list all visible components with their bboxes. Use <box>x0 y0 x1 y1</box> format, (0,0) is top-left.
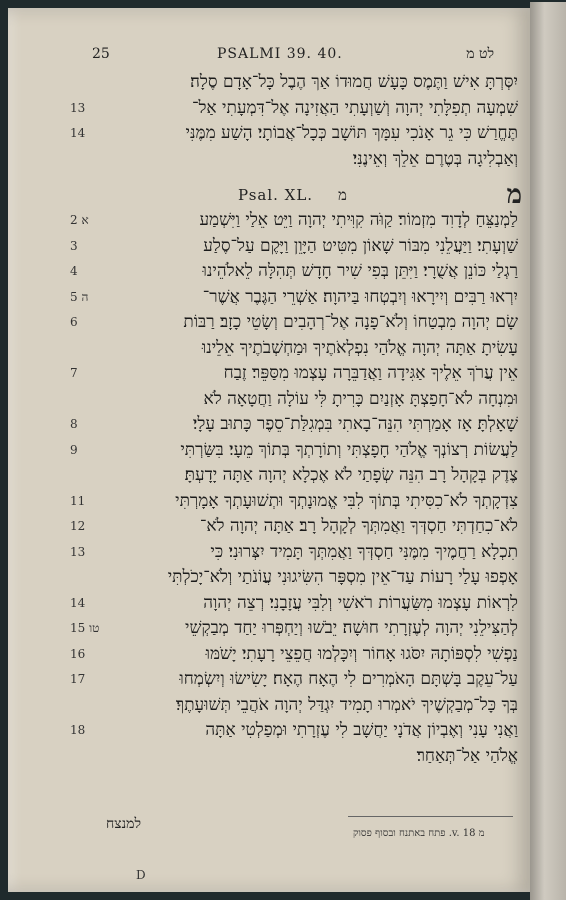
text-line <box>70 718 518 744</box>
verse-number: 13 <box>70 100 86 115</box>
text-line <box>70 361 518 387</box>
text-line <box>88 336 518 362</box>
catchword: למנצח <box>106 816 142 832</box>
verse-number: 17 <box>70 672 86 686</box>
text-line <box>70 121 518 147</box>
line-text: לַעֲשׂוֹת רְצוֹנְךָ אֱלֹהַי חָפָצְתִּי וְתוֹרָתְךָ בְּתוֹךְ מֵעָי׃ בִּשַּׂרְתִּי <box>180 439 518 460</box>
text-line <box>70 234 518 260</box>
verse-number: 7 <box>70 366 78 380</box>
line-text: נַפְשִׁי לִסְפּוֹתָהּ יִסֹּגוּ אָחוֹר וְיִכָּלְמוּ חֲפֵצֵי רָעָתִי׃ יָשֹׁמּוּ <box>205 643 518 664</box>
line-text: לִרְאוֹת עָצְמוּ מִשַּׂעֲרוֹת רֹאשִׁי וְלִבִּי עֲזָבָנִי׃ רְצֵה יְהוָה <box>203 592 518 613</box>
signature-mark: D <box>136 868 146 882</box>
line-text: צֶדֶק בְּקָהָל רָב הִנֵּה שְׂפָתַי לֹא אֶכְלָא יְהוָה אַתָּה יָדָעְתָּ׃ <box>184 465 518 485</box>
footnote: מ v. 18. פתח באתנח ובסוף פסוק <box>353 828 485 839</box>
line-text: תֶּחֱרַשׁ כִּי גֵר אָנֹכִי עִמָּךְ תּוֹשָׁב כְּכָל־אֲבוֹתָי׃ הָשַׁע מִמֶּנִּי <box>185 123 518 143</box>
line-text: בְּךָ כָּל־מְבַקְשֶׁיךָ יֹאמְרוּ תָמִיד יִגְדַּל יְהוָה אֹהֲבֵי תְּשׁוּעָתֶךָ׃ <box>175 694 518 715</box>
psalm-large-initial: מ <box>506 180 522 210</box>
psalm-40-heading <box>88 180 522 210</box>
text-line <box>70 489 518 515</box>
line-text: יִרְאוּ רַבִּים וְיִירָאוּ וְיִבְטְחוּ בַּיהוָה׃ אַשְׁרֵי הַגֶּבֶר אֲשֶׁר־ <box>202 286 518 307</box>
text-line <box>70 412 518 438</box>
text-line <box>70 285 518 311</box>
verse-number: 15 טו <box>70 621 100 635</box>
text-line <box>88 463 518 489</box>
text-line <box>70 208 518 234</box>
verse-number: 4 <box>70 264 78 278</box>
verse-number: 14 <box>70 126 86 140</box>
text-line <box>70 310 518 336</box>
text-line <box>88 693 518 719</box>
line-text: אֵין עֲרֹךְ אֵלֶיךָ אַגִּידָה וַאֲדַבֵּרָה עָצְמוּ מִסַּפֵּר׃ זֶבַח <box>223 363 518 383</box>
line-text: שַׁוְעָתִי׃ וַיַּעֲלֵנִי מִבּוֹר שָׁאוֹן מִטִּיט הַיָּוֵן וַיָּקֶם עַל־סֶלַע <box>203 235 518 256</box>
text-line <box>70 540 518 566</box>
verse-number: 11 <box>70 493 86 508</box>
verse-number: 18 <box>70 723 86 737</box>
text-line <box>70 514 518 540</box>
line-text: וַאֲנִי עָנִי וְאֶבְיוֹן אֲדֹנָי יַחֲשָׁב לִי עֶזְרָתִי וּמְפַלְטִי אַתָּה <box>205 720 518 740</box>
verse-number: 6 <box>70 315 78 329</box>
line-text: שָׂם יְהוָה מִבְטַחוֹ וְלֹא־פָנָה אֶל־רְהָבִים וְשָׂטֵי כָזָב׃ רַבּוֹת <box>183 312 518 332</box>
text-line <box>88 565 518 591</box>
line-text: וְאַבְלִיגָה בְּטֶרֶם אֵלֵךְ וְאֵינֶנִּי׃ <box>352 148 518 169</box>
text-line <box>70 667 518 693</box>
line-text: יִסְּרְתָּ אִישׁ וַתֶּמֶס כָּעָשׁ חֲמוּדוֹ אַךְ הֶבֶל כָּל־אָדָם סֶלָה׃ <box>190 72 518 92</box>
verse-number: 9 <box>70 442 78 457</box>
page-number: 25 <box>92 46 110 62</box>
verse-number: 8 <box>70 417 78 431</box>
text-line <box>88 70 518 96</box>
text-line <box>70 616 518 642</box>
verse-number: 12 <box>70 519 86 533</box>
text-line <box>70 642 518 668</box>
verse-number: 16 <box>70 646 86 661</box>
line-text: לֹא־כִחַדְתִּי חַסְדְּךָ וַאֲמִתְּךָ לְקָהָל רָב׃ אַתָּה יְהוָה לֹא־ <box>199 516 518 536</box>
footnote-rule <box>348 816 513 817</box>
line-text: אָפְפוּ עָלַי רָעוֹת עַד־אֵין מִסְפָּר הִשִּׂיגוּנִי עֲוֹנֹתַי וְלֹא־יָכֹלְתִּי <box>167 567 518 587</box>
verse-number: 5 ה <box>70 289 89 304</box>
text-line <box>88 147 518 173</box>
line-text: שָׁאָלְתָּ׃ אָז אָמַרְתִּי הִנֵּה־בָאתִי בִּמְגִלַּת־סֵפֶר כָּתוּב עָלָי׃ <box>192 414 518 434</box>
line-text: לְהַצִּילֵנִי יְהוָה לְעֶזְרָתִי חוּשָׁה׃ יֵבֹשׁוּ וְיַחְפְּרוּ יַחַד מְבַקְשֵׁי <box>184 618 518 638</box>
page-header <box>92 44 512 66</box>
line-text: אֱלֹהַי אַל־תְּאַחַר׃ <box>416 745 518 766</box>
text-line <box>70 259 518 285</box>
line-text: עָשִׂיתָ אַתָּה יְהוָה אֱלֹהַי נִפְלְאֹתֶיךָ וּמַחְשְׁבֹתֶיךָ אֵלֵינוּ <box>201 337 518 358</box>
verse-number: 13 <box>70 544 86 559</box>
next-page-edge <box>530 2 566 900</box>
text-line <box>70 438 518 464</box>
line-text: רַגְלַי כּוֹנֵן אֲשֻׁרָי׃ וַיִּתֵּן בְּפִי שִׁיר חָדָשׁ תְּהִלָּה לֵאלֹהֵינוּ <box>202 261 518 281</box>
line-text: וּמִנְחָה לֹא־חָפַצְתָּ אָזְנַיִם כָּרִיתָ לִּי עוֹלָה וַחֲטָאָה לֹא <box>203 388 518 409</box>
line-text: צִדְקָתְךָ לֹא־כִסִּיתִי בְּתוֹךְ לִבִּי אֱמוּנָתְךָ וּתְשׁוּעָתְךָ אָמָרְתִּי <box>175 490 518 511</box>
psalm-hebrew-number: מ <box>338 186 347 204</box>
psalm-title: Psal. XL. <box>238 186 314 204</box>
hebrew-running-title: לט מ <box>466 46 494 62</box>
text-line <box>70 591 518 617</box>
verse-number: 2 א <box>70 213 89 227</box>
psalm-40-text <box>70 208 518 769</box>
text-line <box>70 96 518 122</box>
text-line <box>88 744 518 770</box>
running-title: PSALMI 39. 40. <box>217 46 343 62</box>
line-text: לַמְנַצֵּחַ לְדָוִד מִזְמוֹר׃ קַוֹּה קִוִּיתִי יְהוָה וַיֵּט אֵלַי וַיִּשְׁמַע <box>199 210 518 230</box>
book-page <box>8 8 530 892</box>
line-text: עַל־עֵקֶב בָּשְׁתָּם הָאֹמְרִים לִי הֶאָח הֶאָח׃ יָשִׂישׂוּ וְיִשְׂמְחוּ <box>179 669 518 689</box>
verse-number: 3 <box>70 238 78 253</box>
line-text: תִכְלָא רַחֲמֶיךָ מִמֶּנִּי חַסְדְּךָ וַאֲמִתְּךָ תָּמִיד יִצְּרוּנִי׃ כִּי <box>210 541 518 562</box>
verse-number: 14 <box>70 595 86 610</box>
psalm-39-text <box>70 70 518 172</box>
line-text: שִׁמְעָה תְפִלָּתִי יְהוָה וְשַׁוְעָתִי הַאֲזִינָה אֶל־דִּמְעָתִי אַל־ <box>191 97 518 118</box>
text-line <box>88 387 518 413</box>
